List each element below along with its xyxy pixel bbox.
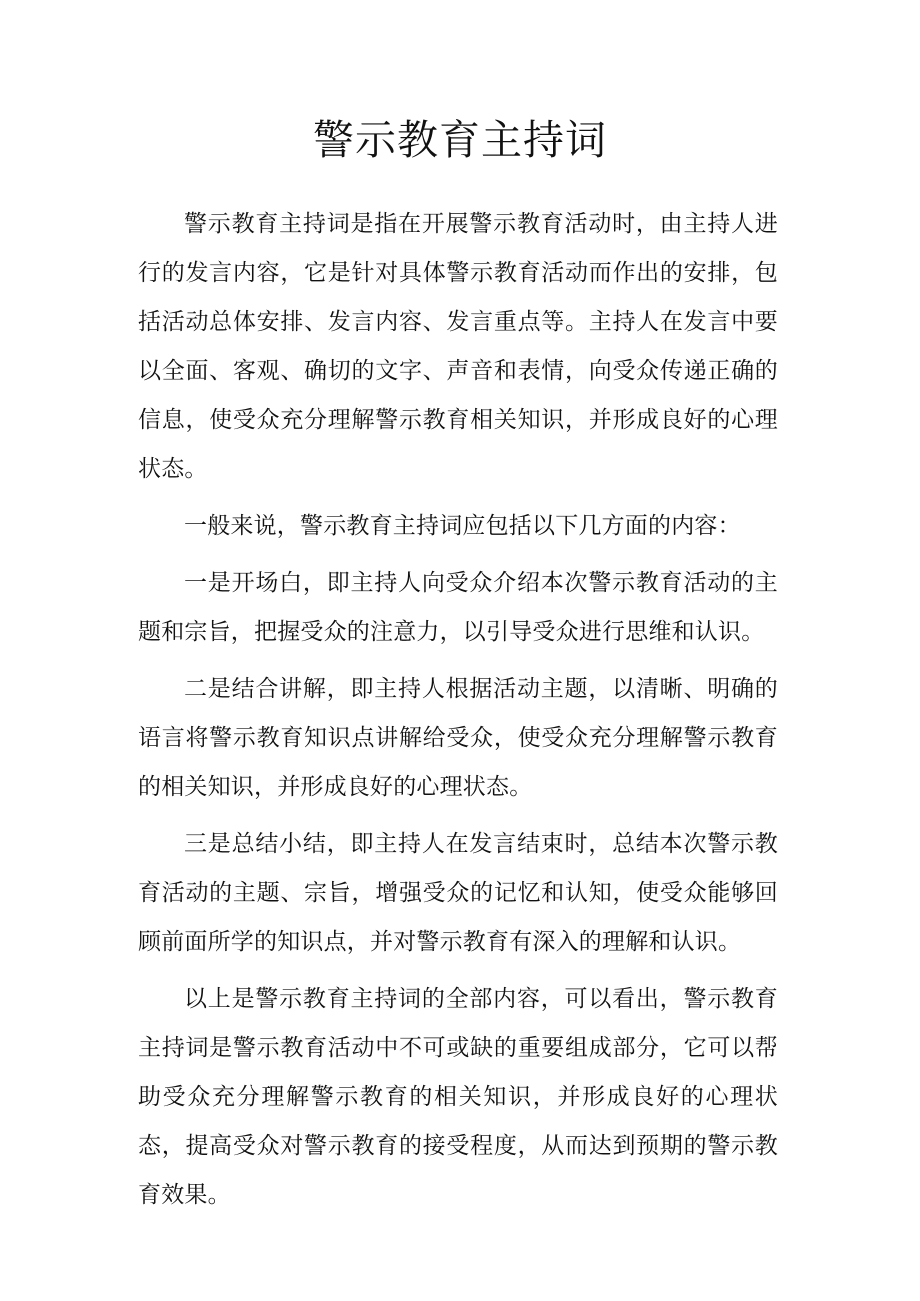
document-title: 警示教育主持词 — [313, 116, 607, 164]
paragraph-overview: 一般来说，警示教育主持词应包括以下几方面的内容： — [184, 513, 741, 539]
paragraph-point-three: 三是总结小结，即主持人在发言结束时，总结本次警示教育活动的主题、宗旨，增强受众的记忆和认知，使受众能够回顾前面所学的知识点，并对警示教育有深入的理解和认识。 — [138, 831, 778, 955]
paragraph-intro: 警示教育主持词是指在开展警示教育活动时，由主持人进行的发言内容，它是针对具体警示教育活动而作出的安排，包括活动总体安排、发言内容、发言重点等。主持人在发言中要以全面、客观、确切的文字、声音和表情，向受众传递正确的信息，使受众充分理解警示教育相关知识，并形成良好的心理状态。 — [138, 211, 778, 482]
document-body — [138, 200, 778, 1228]
paragraph-point-two: 二是结合讲解，即主持人根据活动主题，以清晰、明确的语言将警示教育知识点讲解给受众，使受众充分理解警示教育的相关知识，并形成良好的心理状态。 — [138, 676, 778, 800]
paragraph-conclusion: 以上是警示教育主持词的全部内容，可以看出，警示教育主持词是警示教育活动中不可或缺的重要组成部分，它可以帮助受众充分理解警示教育的相关知识，并形成良好的心理状态，提高受众对警示教育的接受程度，从而达到预期的警示教育效果。 — [138, 986, 778, 1208]
paragraph-point-one: 一是开场白，即主持人向受众介绍本次警示教育活动的主题和宗旨，把握受众的注意力，以引导受众进行思维和认识。 — [138, 570, 778, 645]
